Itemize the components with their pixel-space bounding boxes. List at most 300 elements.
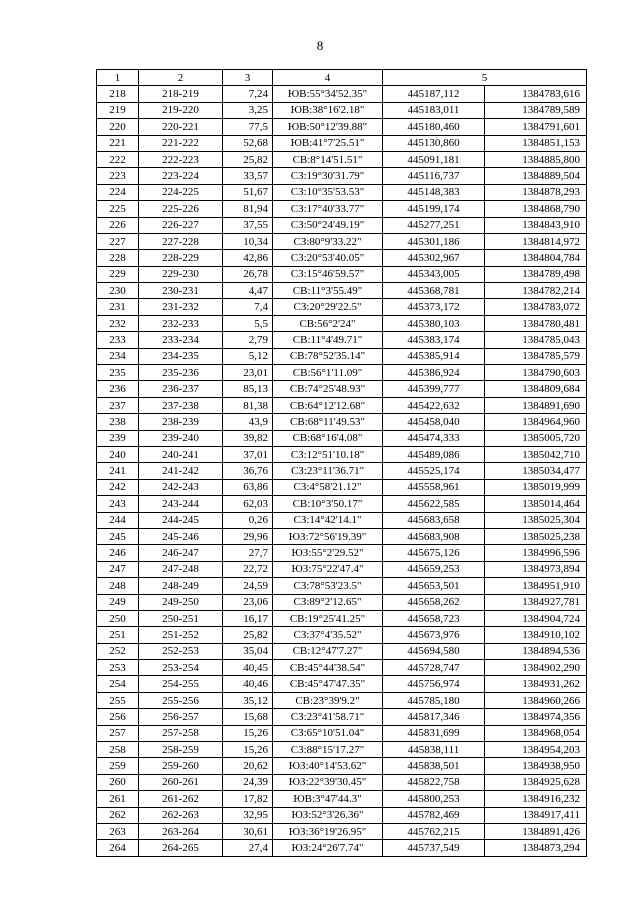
bearing-cell: ЮЗ:24°26'7.74" xyxy=(273,840,383,856)
coord-y-cell: 1384783,072 xyxy=(485,299,587,315)
segment-cell: 233-234 xyxy=(139,332,223,348)
coord-x-cell: 445116,737 xyxy=(383,168,485,184)
table-row xyxy=(97,463,587,479)
coord-y-cell: 1384916,232 xyxy=(485,791,587,807)
bearing-cell: СЗ:23°11'36.71" xyxy=(273,463,383,479)
bearing-cell: СЗ:23°41'58.71" xyxy=(273,709,383,725)
length-cell: 40,45 xyxy=(223,660,273,676)
table-row xyxy=(97,512,587,528)
point-number-cell: 218 xyxy=(97,86,139,102)
bearing-cell: ЮЗ:52°3'26.36" xyxy=(273,807,383,823)
coord-x-cell: 445838,501 xyxy=(383,758,485,774)
bearing-cell: СВ:11°3'55.49" xyxy=(273,283,383,299)
coord-x-cell: 445148,383 xyxy=(383,184,485,200)
point-number-cell: 237 xyxy=(97,397,139,413)
table-row xyxy=(97,676,587,692)
coord-x-cell: 445368,781 xyxy=(383,283,485,299)
coord-y-cell: 1384938,950 xyxy=(485,758,587,774)
segment-cell: 258-259 xyxy=(139,742,223,758)
coord-x-cell: 445683,908 xyxy=(383,528,485,544)
coord-x-cell: 445525,174 xyxy=(383,463,485,479)
bearing-cell: СВ:45°44'38.54" xyxy=(273,660,383,676)
length-cell: 40,46 xyxy=(223,676,273,692)
coord-y-cell: 1384868,790 xyxy=(485,201,587,217)
coord-y-cell: 1384790,603 xyxy=(485,365,587,381)
bearing-cell: СВ:10°3'50.17" xyxy=(273,496,383,512)
bearing-cell: СЗ:80°9'33.22" xyxy=(273,233,383,249)
point-number-cell: 258 xyxy=(97,742,139,758)
coord-y-cell: 1384964,960 xyxy=(485,414,587,430)
page-number: 8 xyxy=(316,38,324,53)
length-cell: 35,12 xyxy=(223,692,273,708)
table-row xyxy=(97,807,587,823)
point-number-cell: 239 xyxy=(97,430,139,446)
bearing-cell: СВ:11°4'49.71" xyxy=(273,332,383,348)
table-row xyxy=(97,348,587,364)
bearing-cell: СЗ:50°24'49.19" xyxy=(273,217,383,233)
bearing-cell: ЮЗ:75°22'47.4" xyxy=(273,561,383,577)
bearing-cell: СВ:56°1'11.09" xyxy=(273,365,383,381)
coord-x-cell: 445380,103 xyxy=(383,315,485,331)
point-number-cell: 221 xyxy=(97,135,139,151)
coord-x-cell: 445658,262 xyxy=(383,594,485,610)
length-cell: 25,82 xyxy=(223,627,273,643)
length-cell: 33,57 xyxy=(223,168,273,184)
coord-y-cell: 1384889,504 xyxy=(485,168,587,184)
coord-x-cell: 445694,580 xyxy=(383,643,485,659)
column-header: 3 xyxy=(223,70,273,86)
segment-cell: 239-240 xyxy=(139,430,223,446)
segment-cell: 256-257 xyxy=(139,709,223,725)
bearing-cell: СВ:12°47'7.27" xyxy=(273,643,383,659)
segment-cell: 236-237 xyxy=(139,381,223,397)
coord-y-cell: 1384782,214 xyxy=(485,283,587,299)
point-number-cell: 263 xyxy=(97,823,139,839)
table-row xyxy=(97,365,587,381)
coord-x-cell: 445199,174 xyxy=(383,201,485,217)
bearing-cell: СЗ:4°58'21.12" xyxy=(273,479,383,495)
segment-cell: 247-248 xyxy=(139,561,223,577)
coord-x-cell: 445762,215 xyxy=(383,823,485,839)
point-number-cell: 247 xyxy=(97,561,139,577)
point-number-cell: 245 xyxy=(97,528,139,544)
point-number-cell: 223 xyxy=(97,168,139,184)
point-number-cell: 228 xyxy=(97,250,139,266)
coord-y-cell: 1384804,784 xyxy=(485,250,587,266)
coord-y-cell: 1384878,293 xyxy=(485,184,587,200)
table-row xyxy=(97,791,587,807)
coord-x-cell: 445385,914 xyxy=(383,348,485,364)
bearing-cell: СЗ:20°53'40.05" xyxy=(273,250,383,266)
table-row xyxy=(97,184,587,200)
coord-y-cell: 1384968,054 xyxy=(485,725,587,741)
coord-x-cell: 445800,253 xyxy=(383,791,485,807)
table-row xyxy=(97,709,587,725)
coord-x-cell: 445673,976 xyxy=(383,627,485,643)
length-cell: 43,9 xyxy=(223,414,273,430)
bearing-cell: ЮВ:41°7'25.51" xyxy=(273,135,383,151)
segment-cell: 230-231 xyxy=(139,283,223,299)
point-number-cell: 231 xyxy=(97,299,139,315)
length-cell: 23,06 xyxy=(223,594,273,610)
segment-cell: 262-263 xyxy=(139,807,223,823)
coord-x-cell: 445474,333 xyxy=(383,430,485,446)
coord-x-cell: 445302,967 xyxy=(383,250,485,266)
segment-cell: 235-236 xyxy=(139,365,223,381)
table-row xyxy=(97,397,587,413)
point-number-cell: 261 xyxy=(97,791,139,807)
length-cell: 4,47 xyxy=(223,283,273,299)
segment-cell: 246-247 xyxy=(139,545,223,561)
segment-cell: 224-225 xyxy=(139,184,223,200)
segment-cell: 227-228 xyxy=(139,233,223,249)
segment-cell: 225-226 xyxy=(139,201,223,217)
point-number-cell: 260 xyxy=(97,774,139,790)
table-row xyxy=(97,774,587,790)
segment-cell: 244-245 xyxy=(139,512,223,528)
point-number-cell: 220 xyxy=(97,119,139,135)
segment-cell: 219-220 xyxy=(139,102,223,118)
bearing-cell: ЮЗ:72°56'19.39" xyxy=(273,528,383,544)
point-number-cell: 256 xyxy=(97,709,139,725)
segment-cell: 259-260 xyxy=(139,758,223,774)
coord-y-cell: 1384973,894 xyxy=(485,561,587,577)
coord-y-cell: 1384931,262 xyxy=(485,676,587,692)
coord-x-cell: 445785,180 xyxy=(383,692,485,708)
bearing-cell: СЗ:14°42'14.1" xyxy=(273,512,383,528)
bearing-cell: СВ:23°39'9.2" xyxy=(273,692,383,708)
bearing-cell: СВ:8°14'51.51" xyxy=(273,151,383,167)
segment-cell: 249-250 xyxy=(139,594,223,610)
length-cell: 2,79 xyxy=(223,332,273,348)
point-number-cell: 253 xyxy=(97,660,139,676)
coord-y-cell: 1384843,910 xyxy=(485,217,587,233)
bearing-cell: СВ:68°16'4.08" xyxy=(273,430,383,446)
coord-x-cell: 445728,747 xyxy=(383,660,485,676)
coord-y-cell: 1385042,710 xyxy=(485,446,587,462)
coord-y-cell: 1384873,294 xyxy=(485,840,587,856)
bearing-cell: СВ:64°12'12.68" xyxy=(273,397,383,413)
point-number-cell: 227 xyxy=(97,233,139,249)
length-cell: 20,62 xyxy=(223,758,273,774)
length-cell: 52,68 xyxy=(223,135,273,151)
coord-x-cell: 445838,111 xyxy=(383,742,485,758)
bearing-cell: СЗ:89°2'12.65" xyxy=(273,594,383,610)
segment-cell: 222-223 xyxy=(139,151,223,167)
point-number-cell: 264 xyxy=(97,840,139,856)
point-number-cell: 236 xyxy=(97,381,139,397)
length-cell: 81,38 xyxy=(223,397,273,413)
segment-cell: 238-239 xyxy=(139,414,223,430)
bearing-cell: СЗ:15°46'59.57" xyxy=(273,266,383,282)
segment-cell: 229-230 xyxy=(139,266,223,282)
coord-x-cell: 445458,040 xyxy=(383,414,485,430)
point-number-cell: 262 xyxy=(97,807,139,823)
table-row xyxy=(97,315,587,331)
point-number-cell: 243 xyxy=(97,496,139,512)
table-row xyxy=(97,283,587,299)
segment-cell: 255-256 xyxy=(139,692,223,708)
bearing-cell: ЮВ:3°47'44.3" xyxy=(273,791,383,807)
length-cell: 37,55 xyxy=(223,217,273,233)
coord-y-cell: 1384974,356 xyxy=(485,709,587,725)
coord-x-cell: 445817,346 xyxy=(383,709,485,725)
length-cell: 27,7 xyxy=(223,545,273,561)
coord-y-cell: 1384891,690 xyxy=(485,397,587,413)
length-cell: 39,82 xyxy=(223,430,273,446)
length-cell: 0,26 xyxy=(223,512,273,528)
segment-cell: 220-221 xyxy=(139,119,223,135)
table-row xyxy=(97,135,587,151)
segment-cell: 241-242 xyxy=(139,463,223,479)
coord-y-cell: 1384925,628 xyxy=(485,774,587,790)
table-row xyxy=(97,610,587,626)
table-row xyxy=(97,332,587,348)
table-row xyxy=(97,643,587,659)
coord-x-cell: 445756,974 xyxy=(383,676,485,692)
coord-y-cell: 1384851,153 xyxy=(485,135,587,151)
bearing-cell: СЗ:88°15'17.27" xyxy=(273,742,383,758)
length-cell: 77,5 xyxy=(223,119,273,135)
table-row xyxy=(97,250,587,266)
coord-x-cell: 445277,251 xyxy=(383,217,485,233)
length-cell: 25,82 xyxy=(223,151,273,167)
length-cell: 36,76 xyxy=(223,463,273,479)
table-row xyxy=(97,742,587,758)
point-number-cell: 244 xyxy=(97,512,139,528)
coord-x-cell: 445383,174 xyxy=(383,332,485,348)
point-number-cell: 251 xyxy=(97,627,139,643)
length-cell: 26,78 xyxy=(223,266,273,282)
length-cell: 10,34 xyxy=(223,233,273,249)
coord-y-cell: 1384783,616 xyxy=(485,86,587,102)
segment-cell: 228-229 xyxy=(139,250,223,266)
coord-x-cell: 445386,924 xyxy=(383,365,485,381)
coord-x-cell: 445130,860 xyxy=(383,135,485,151)
point-number-cell: 229 xyxy=(97,266,139,282)
bearing-cell: СЗ:10°35'53.53" xyxy=(273,184,383,200)
length-cell: 15,68 xyxy=(223,709,273,725)
point-number-cell: 259 xyxy=(97,758,139,774)
length-cell: 24,39 xyxy=(223,774,273,790)
length-cell: 81,94 xyxy=(223,201,273,217)
point-number-cell: 235 xyxy=(97,365,139,381)
coord-x-cell: 445683,658 xyxy=(383,512,485,528)
coord-y-cell: 1384917,411 xyxy=(485,807,587,823)
segment-cell: 240-241 xyxy=(139,446,223,462)
table-row xyxy=(97,725,587,741)
coord-x-cell: 445399,777 xyxy=(383,381,485,397)
table-row xyxy=(97,414,587,430)
segment-cell: 245-246 xyxy=(139,528,223,544)
table-row xyxy=(97,479,587,495)
coord-y-cell: 1384789,498 xyxy=(485,266,587,282)
column-header: 5 xyxy=(383,70,587,86)
coord-y-cell: 1384780,481 xyxy=(485,315,587,331)
coord-x-cell: 445373,172 xyxy=(383,299,485,315)
length-cell: 30,61 xyxy=(223,823,273,839)
length-cell: 27,4 xyxy=(223,840,273,856)
coord-y-cell: 1384960,266 xyxy=(485,692,587,708)
segment-cell: 231-232 xyxy=(139,299,223,315)
coord-x-cell: 445831,699 xyxy=(383,725,485,741)
length-cell: 23,01 xyxy=(223,365,273,381)
segment-cell: 263-264 xyxy=(139,823,223,839)
coord-y-cell: 1385005,720 xyxy=(485,430,587,446)
segment-cell: 251-252 xyxy=(139,627,223,643)
coord-y-cell: 1385014,464 xyxy=(485,496,587,512)
point-number-cell: 238 xyxy=(97,414,139,430)
table-row xyxy=(97,217,587,233)
coord-y-cell: 1384894,536 xyxy=(485,643,587,659)
point-number-cell: 249 xyxy=(97,594,139,610)
bearing-cell: ЮВ:38°16'2.18" xyxy=(273,102,383,118)
coord-x-cell: 445301,186 xyxy=(383,233,485,249)
table-header-row xyxy=(97,70,587,86)
coord-x-cell: 445489,086 xyxy=(383,446,485,462)
table-row xyxy=(97,446,587,462)
bearing-cell: СЗ:19°30'31.79" xyxy=(273,168,383,184)
coord-x-cell: 445782,469 xyxy=(383,807,485,823)
point-number-cell: 252 xyxy=(97,643,139,659)
length-cell: 37,01 xyxy=(223,446,273,462)
segment-cell: 250-251 xyxy=(139,610,223,626)
point-number-cell: 226 xyxy=(97,217,139,233)
length-cell: 35,04 xyxy=(223,643,273,659)
point-number-cell: 242 xyxy=(97,479,139,495)
point-number-cell: 222 xyxy=(97,151,139,167)
segment-cell: 221-222 xyxy=(139,135,223,151)
coord-y-cell: 1385034,477 xyxy=(485,463,587,479)
table-row xyxy=(97,381,587,397)
coord-x-cell: 445180,460 xyxy=(383,119,485,135)
table-row xyxy=(97,168,587,184)
coord-x-cell: 445737,549 xyxy=(383,840,485,856)
point-number-cell: 255 xyxy=(97,692,139,708)
coord-y-cell: 1384927,781 xyxy=(485,594,587,610)
segment-cell: 254-255 xyxy=(139,676,223,692)
length-cell: 51,67 xyxy=(223,184,273,200)
coord-y-cell: 1385025,304 xyxy=(485,512,587,528)
segment-cell: 243-244 xyxy=(139,496,223,512)
coord-y-cell: 1384904,724 xyxy=(485,610,587,626)
length-cell: 3,25 xyxy=(223,102,273,118)
bearing-cell: СЗ:78°53'23.5" xyxy=(273,578,383,594)
column-header: 4 xyxy=(273,70,383,86)
coord-x-cell: 445343,005 xyxy=(383,266,485,282)
segment-cell: 234-235 xyxy=(139,348,223,364)
bearing-cell: СВ:19°25'41.25" xyxy=(273,610,383,626)
table-row xyxy=(97,233,587,249)
length-cell: 32,95 xyxy=(223,807,273,823)
bearing-cell: СВ:45°47'47.35" xyxy=(273,676,383,692)
table-row xyxy=(97,692,587,708)
coord-y-cell: 1384814,972 xyxy=(485,233,587,249)
coord-x-cell: 445183,011 xyxy=(383,102,485,118)
coord-y-cell: 1384910,102 xyxy=(485,627,587,643)
point-number-cell: 257 xyxy=(97,725,139,741)
point-number-cell: 219 xyxy=(97,102,139,118)
segment-cell: 264-265 xyxy=(139,840,223,856)
length-cell: 63,86 xyxy=(223,479,273,495)
table-row xyxy=(97,594,587,610)
table-row xyxy=(97,758,587,774)
bearing-cell: СВ:78°52'35.14" xyxy=(273,348,383,364)
coord-x-cell: 445091,181 xyxy=(383,151,485,167)
point-number-cell: 225 xyxy=(97,201,139,217)
bearing-cell: СВ:56°2'24" xyxy=(273,315,383,331)
table-row xyxy=(97,119,587,135)
length-cell: 7,4 xyxy=(223,299,273,315)
table-row xyxy=(97,496,587,512)
table-row xyxy=(97,299,587,315)
bearing-cell: ЮЗ:55°2'29.52" xyxy=(273,545,383,561)
length-cell: 24,59 xyxy=(223,578,273,594)
coord-x-cell: 445659,253 xyxy=(383,561,485,577)
table-row xyxy=(97,102,587,118)
segment-cell: 261-262 xyxy=(139,791,223,807)
coord-y-cell: 1384951,910 xyxy=(485,578,587,594)
bearing-cell: СЗ:37°4'35.52" xyxy=(273,627,383,643)
segment-cell: 218-219 xyxy=(139,86,223,102)
length-cell: 15,26 xyxy=(223,725,273,741)
point-number-cell: 232 xyxy=(97,315,139,331)
segment-cell: 257-258 xyxy=(139,725,223,741)
segment-cell: 260-261 xyxy=(139,774,223,790)
table-row xyxy=(97,151,587,167)
length-cell: 15,26 xyxy=(223,742,273,758)
bearing-cell: ЮВ:55°34'52.35" xyxy=(273,86,383,102)
table-row xyxy=(97,660,587,676)
segment-cell: 252-253 xyxy=(139,643,223,659)
segment-cell: 242-243 xyxy=(139,479,223,495)
table-row xyxy=(97,266,587,282)
coord-y-cell: 1385025,238 xyxy=(485,528,587,544)
table-row xyxy=(97,627,587,643)
table-row xyxy=(97,201,587,217)
coord-y-cell: 1384996,596 xyxy=(485,545,587,561)
point-number-cell: 254 xyxy=(97,676,139,692)
coord-x-cell: 445622,585 xyxy=(383,496,485,512)
coord-y-cell: 1384785,043 xyxy=(485,332,587,348)
table-row xyxy=(97,578,587,594)
point-number-cell: 230 xyxy=(97,283,139,299)
coord-x-cell: 445675,126 xyxy=(383,545,485,561)
point-number-cell: 241 xyxy=(97,463,139,479)
length-cell: 29,96 xyxy=(223,528,273,544)
bearing-cell: СВ:68°11'49.53" xyxy=(273,414,383,430)
table-row xyxy=(97,840,587,856)
segment-cell: 248-249 xyxy=(139,578,223,594)
segment-cell: 237-238 xyxy=(139,397,223,413)
coord-y-cell: 1384885,800 xyxy=(485,151,587,167)
table-row xyxy=(97,823,587,839)
bearing-cell: СЗ:20°29'22.5" xyxy=(273,299,383,315)
bearing-cell: ЮЗ:36°19'26.95" xyxy=(273,823,383,839)
segment-cell: 223-224 xyxy=(139,168,223,184)
table-row xyxy=(97,528,587,544)
length-cell: 17,82 xyxy=(223,791,273,807)
point-number-cell: 234 xyxy=(97,348,139,364)
point-number-cell: 233 xyxy=(97,332,139,348)
column-header: 2 xyxy=(139,70,223,86)
coord-x-cell: 445658,723 xyxy=(383,610,485,626)
bearing-cell: СЗ:12°51'10.18" xyxy=(273,446,383,462)
coordinates-table xyxy=(96,69,587,857)
point-number-cell: 248 xyxy=(97,578,139,594)
length-cell: 5,5 xyxy=(223,315,273,331)
bearing-cell: ЮЗ:22°39'30.45" xyxy=(273,774,383,790)
